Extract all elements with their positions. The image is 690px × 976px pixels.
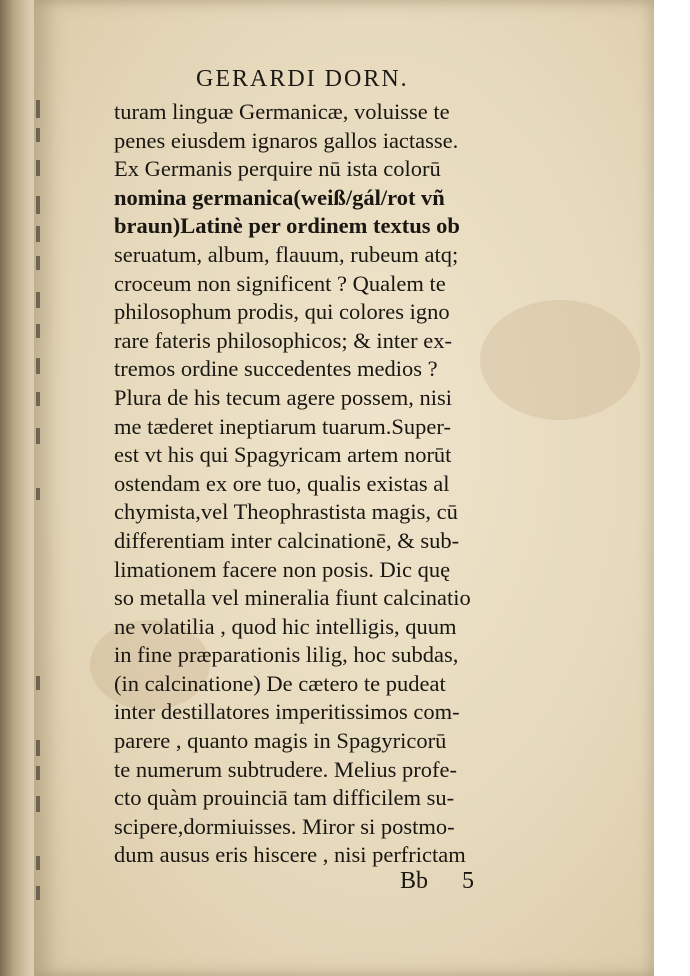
text-line: Plura de his tecum agere possem, nisi [114,384,453,410]
scan-border [654,0,690,976]
text-line: rare fateris philosophicos; & inter ex- [114,327,453,353]
running-head: GERARDI DORN. [196,66,409,92]
text-line: me tæderet ineptiarum tuarum.Super- [114,413,451,439]
text-line: inter destillatores imperitissimos com- [114,699,460,725]
text-line: braun)Latinè per ordinem textus ob [114,213,460,239]
text-line: parere , quanto magis in Spagyricorū [114,728,447,754]
bleed-mark [36,796,40,812]
text-line: ne volatilia , quod hic intelligis, quum [114,613,457,639]
bleed-mark [36,676,40,690]
bleed-mark [36,358,40,374]
text-line: so metalla vel mineralia fiunt calcinatio [114,585,471,611]
bleed-mark [36,766,40,780]
leaf-number: 5 [462,868,475,894]
body-text [114,98,554,870]
bleed-mark [36,886,40,900]
text-line: turam linguæ Germanicæ, voluisse te [114,99,450,124]
text-line: te numerum subtrudere. Melius profe- [114,756,458,782]
text-line: philosophum prodis, qui colores igno [114,299,450,325]
signature-mark [400,868,474,895]
text-line: (in calcinatione) De cætero te pudeat [114,670,446,696]
bleed-mark [36,488,40,500]
text-line: differentiam inter calcinationē, & sub- [114,527,460,553]
bleed-mark [36,160,40,176]
text-line: seruatum, album, flauum, rubeum atq; [114,241,459,267]
text-line: Ex Germanis perquire nū ista colorū [114,156,441,182]
text-line: dum ausus eris hiscere , nisi perfrictam [114,842,466,868]
gathering-signature: Bb [400,868,429,894]
bleed-mark [36,226,40,242]
text-line: tremos ordine succedentes medios ? [114,356,438,382]
bleed-mark [36,392,40,406]
bleed-mark [36,100,40,118]
bleed-mark [36,856,40,870]
text-line: est vt his qui Spagyricam artem norūt [114,442,452,468]
bleed-mark [36,428,40,444]
text-line: nomina germanica(weiß/gál/rot vñ [114,184,445,210]
text-line: cto quàm prouinciā tam difficilem su- [114,785,455,811]
bleed-mark [36,196,40,214]
text-line: scipere,dormiuisses. Miror si postmo- [114,813,455,839]
bleed-mark [36,740,40,756]
text-line: penes eiusdem ignaros gallos iactasse. [114,127,459,153]
text-line: ostendam ex ore tuo, qualis existas al [114,470,450,496]
bleed-mark [36,128,40,142]
text-line: in fine præparationis lilig, hoc subdas, [114,642,459,668]
bleed-mark [36,292,40,308]
bleed-mark [36,256,40,270]
text-line: limationem facere non posis. Dic quę [114,556,451,582]
text-line: chymista,vel Theophrastista magis, cū [114,499,458,525]
bleed-mark [36,324,40,338]
text-line: croceum non significent ? Qualem te [114,270,446,296]
